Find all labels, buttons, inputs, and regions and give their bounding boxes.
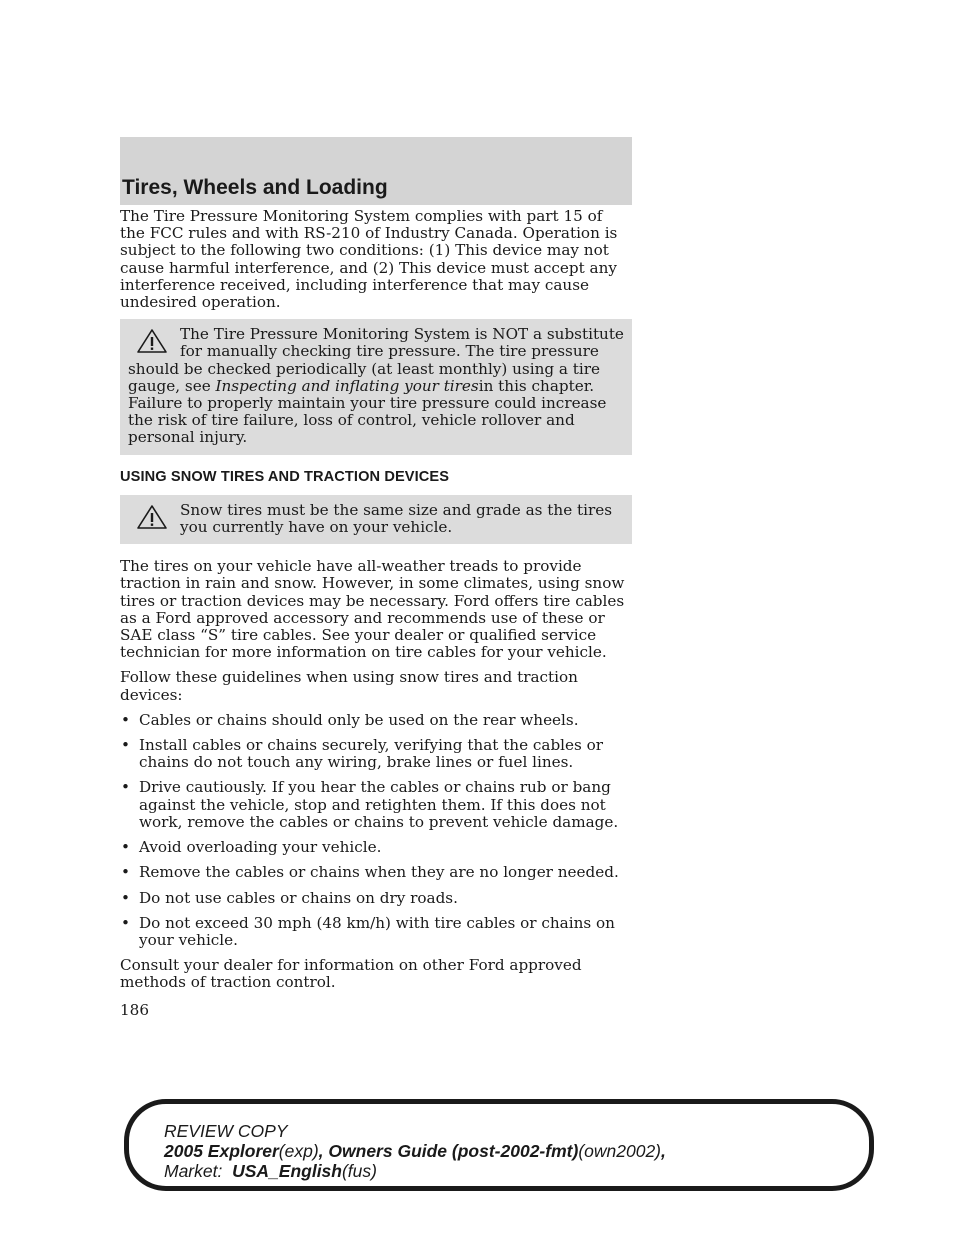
list-item: • Remove the cables or chains when they are no longer needed. [121, 863, 619, 882]
review-copy-label: REVIEW COPY [164, 1121, 288, 1141]
list-item: • Cables or chains should only be used on the rear wheels. [121, 710, 579, 729]
bullet-icon: • [121, 888, 130, 907]
footer-market-line: Market: USA_English(fus) [164, 1161, 377, 1181]
warning-text-before: The Tire Pressure Monitoring System is NOT a substitute for manually checking tire pressure. The tire pressure should be checked periodically (at least monthly) using a tire gauge, see [128, 325, 624, 395]
guidelines-intro: Follow these guidelines when using snow tires and traction devices: [120, 668, 578, 704]
body-paragraph: The tires on your vehicle have all-weather treads to provide traction in rain and snow. However, in some climates, using snow tires or traction devices may be necessary. Ford offers tire cables as a Ford approved accessory and recommends use of these or SAE class “S” tire cables. See your dealer or qualified service technician for more information on tire cables for your vehicle. [120, 557, 625, 662]
warning-text-snow-tires: Snow tires must be the same size and grade as the tires you currently have on your vehicle. [180, 500, 613, 537]
list-item: • Do not exceed 30 mph (48 km/h) with tire cables or chains on your vehicle. [121, 913, 615, 949]
section-heading: USING SNOW TIRES AND TRACTION DEVICES [120, 468, 450, 485]
bullet-icon: • [121, 863, 130, 882]
bullet-icon: • [121, 838, 130, 857]
warning-text-after: in this chapter. Failure to properly maintain your tire pressure could increase the risk of tire failure, loss of control, vehicle rollover and personal injury. [128, 376, 607, 447]
intro-paragraph: The Tire Pressure Monitoring System complies with part 15 of the FCC rules and with RS-210 of Industry Canada. Operation is subject to the following two conditions: (1) This device may not cause harmful interference, and (2) This device must accept any interference received, including interference that may cause undesired operation. [120, 207, 618, 312]
bullet-icon: • [121, 778, 130, 797]
bullet-icon: • [121, 710, 130, 729]
warning-text-tpms [128, 326, 626, 446]
cross-reference: Inspecting and inflating your tires [215, 376, 479, 395]
list-item: • Avoid overloading your vehicle. [121, 838, 382, 857]
review-copy-footer [164, 1121, 864, 1181]
warning-triangle-icon [136, 504, 168, 530]
warning-box-tpms [120, 319, 632, 454]
list-item: • Do not use cables or chains on dry roads. [121, 888, 458, 907]
closing-paragraph: Consult your dealer for information on other Ford approved methods of traction control. [120, 956, 582, 992]
warning-box-snow-tires [120, 495, 632, 544]
page-content [120, 208, 632, 1019]
page-title: Tires, Wheels and Loading [122, 176, 388, 199]
guidelines-list [120, 712, 632, 949]
list-item: • Drive cautiously. If you hear the cables or chains rub or bang against the vehicle, stop and retighten them. If this does not work, remove the cables or chains to prevent vehicle damage. [121, 778, 619, 831]
warning-triangle-icon [136, 328, 168, 354]
page-number: 186 [120, 1000, 149, 1019]
list-item: • Install cables or chains securely, verifying that the cables or chains do not touch any wiring, brake lines or fuel lines. [121, 736, 604, 772]
bullet-icon: • [121, 913, 130, 932]
bullet-icon: • [121, 736, 130, 755]
footer-document-line: 2005 Explorer(exp), Owners Guide (post-2002-fmt)(own2002), [164, 1141, 666, 1161]
